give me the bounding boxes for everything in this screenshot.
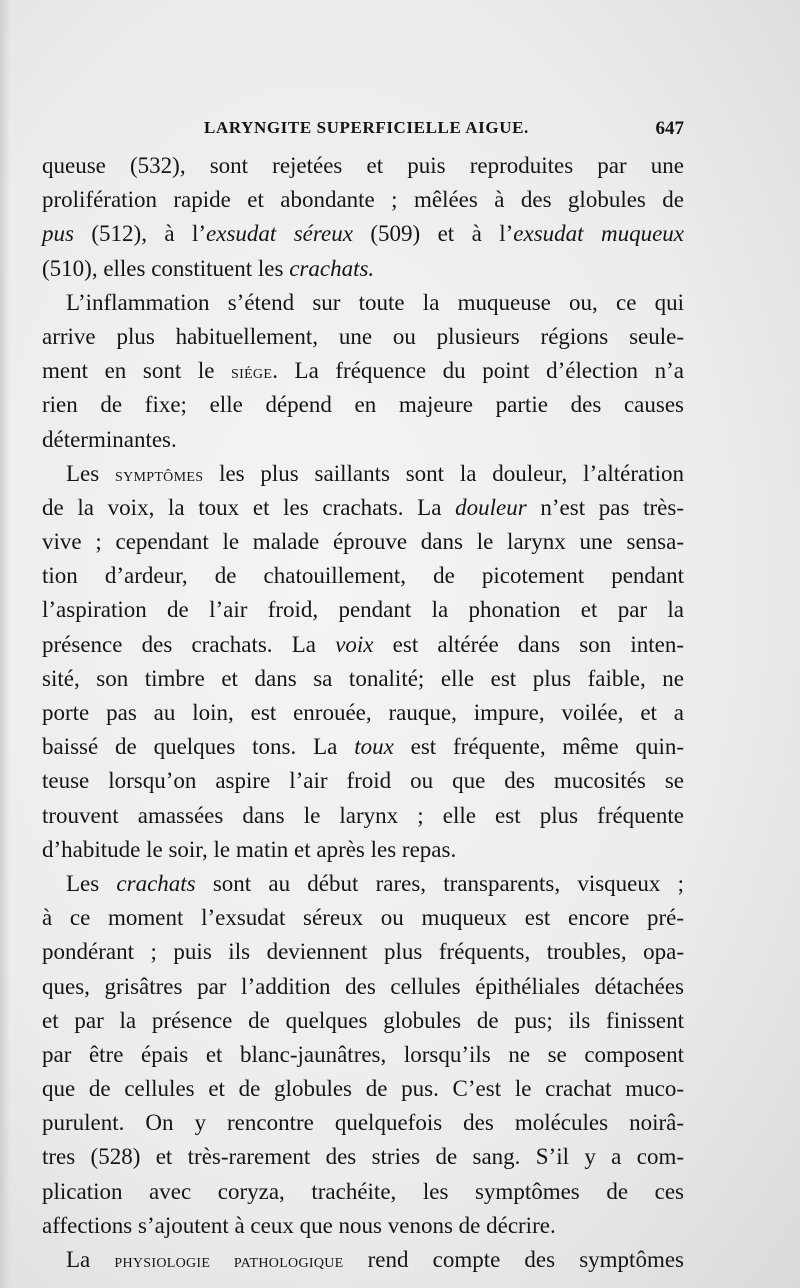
- text-segment: que de cellules et de globules de pus. C’est le crachat muco-: [42, 1076, 684, 1102]
- body-text: [42, 149, 684, 1277]
- text-segment: tres (528) et très-rarement des stries de sang. S’il y a com-: [42, 1144, 684, 1170]
- text-segment: affections s’ajoutent à ceux que nous venons de décrire.: [42, 1212, 556, 1238]
- text-segment: est altérée dans son inten-: [373, 631, 684, 657]
- text-line: [42, 1140, 684, 1174]
- text-segment: pondérant ; puis ils deviennent plus fréquents, troubles, opa-: [42, 939, 684, 965]
- text-line: [42, 252, 684, 286]
- text-line: [42, 559, 684, 593]
- text-line: [42, 354, 684, 388]
- text-segment: est fréquente, même quin-: [393, 734, 684, 760]
- small-caps-text: symptômes: [115, 463, 204, 486]
- text-line: [42, 457, 684, 491]
- text-segment: les plus saillants sont la douleur, l’altération: [203, 460, 684, 486]
- text-segment: (509) et à l’: [352, 221, 514, 247]
- italic-text: voix: [335, 631, 374, 657]
- text-segment: Les: [66, 870, 117, 896]
- text-line: [42, 833, 684, 867]
- text-segment: Les: [66, 460, 115, 486]
- page-number: 647: [655, 118, 684, 139]
- italic-text: toux: [354, 734, 394, 760]
- text-line: [42, 388, 684, 422]
- text-segment: prolifération rapide et abondante ; mêlées à des globules de: [42, 187, 684, 213]
- text-segment: queuse (532), sont rejetées et puis reproduites par une: [42, 153, 684, 178]
- text-segment: rend compte des symptômes: [343, 1247, 684, 1272]
- text-line: [42, 1004, 684, 1038]
- text-line: [42, 1209, 684, 1243]
- text-segment: tion d’ardeur, de chatouillement, de picotement pendant: [42, 563, 684, 589]
- text-segment: (510), elles constituent les: [42, 255, 290, 281]
- small-caps-text: siége: [231, 361, 273, 384]
- text-segment: purulent. On y rencontre quelquefois des molécules noirâ-: [42, 1110, 684, 1136]
- text-line: [42, 867, 684, 901]
- text-line: [42, 764, 684, 798]
- text-segment: teuse lorsqu’on aspire l’air froid ou que des mucosités se: [42, 768, 684, 794]
- text-segment: sont au début rares, transparents, visqueux ;: [195, 870, 684, 896]
- text-segment: à ce moment l’exsudat séreux ou muqueux est encore pré-: [42, 905, 684, 931]
- text-segment: plication avec coryza, trachéite, les symptômes de ces: [42, 1178, 684, 1204]
- text-line: [42, 1175, 684, 1209]
- text-line: [42, 593, 684, 627]
- text-line: [42, 525, 684, 559]
- text-line: [42, 320, 684, 354]
- text-line: [42, 730, 684, 764]
- text-segment: l’aspiration de l’air froid, pendant la phonation et par la: [42, 597, 684, 623]
- text-segment: n’est pas très-: [526, 494, 684, 520]
- text-line: [42, 901, 684, 935]
- text-line: [42, 696, 684, 730]
- text-segment: déterminantes.: [42, 426, 177, 452]
- italic-text: crachats: [116, 870, 196, 896]
- text-segment: par être épais et blanc-jaunâtres, lorsqu’ils ne se composent: [42, 1041, 684, 1067]
- text-line: [42, 970, 684, 1004]
- text-line: [42, 1243, 684, 1277]
- text-segment: ques, grisâtres par l’addition des cellules épithéliales détachées: [42, 973, 684, 999]
- text-line: [42, 183, 684, 217]
- italic-text: crachats.: [289, 255, 375, 281]
- italic-text: exsudat muqueux: [513, 221, 684, 247]
- text-line: [42, 217, 684, 251]
- text-line: [42, 491, 684, 525]
- text-segment: de la voix, la toux et les crachats. La: [42, 494, 456, 520]
- text-line: [42, 1072, 684, 1106]
- text-segment: porte pas au loin, est enrouée, rauque, impure, voilée, et a: [42, 700, 684, 725]
- text-segment: d’habitude le soir, le matin et après les repas.: [42, 836, 457, 862]
- page-edge-shadow: [0, 0, 10, 1288]
- text-segment: arrive plus habituellement, une ou plusieurs régions seule-: [42, 323, 684, 349]
- running-header: [42, 118, 684, 142]
- text-line: [42, 149, 684, 183]
- running-title: LARYNGITE SUPERFICIELLE AIGUE.: [204, 118, 529, 137]
- italic-text: pus: [42, 221, 74, 247]
- text-segment: . La fréquence du point d’élection n’a: [272, 358, 685, 384]
- text-line: [42, 662, 684, 696]
- small-caps-text: physiologie pathologique: [114, 1250, 344, 1272]
- text-segment: ment en sont le: [42, 358, 232, 384]
- text-line: [42, 799, 684, 833]
- text-segment: rien de fixe; elle dépend en majeure partie des causes: [42, 392, 684, 418]
- italic-text: exsudat séreux: [206, 221, 353, 247]
- text-segment: (512), à l’: [73, 221, 207, 247]
- italic-text: douleur: [455, 494, 527, 520]
- text-segment: et par la présence de quelques globules de pus; ils finissent: [42, 1007, 684, 1033]
- text-line: [42, 286, 684, 320]
- text-line: [42, 628, 684, 662]
- text-line: [42, 1038, 684, 1072]
- text-segment: baissé de quelques tons. La: [42, 734, 355, 760]
- text-segment: présence des crachats. La: [42, 631, 336, 657]
- text-line: [42, 423, 684, 457]
- text-line: [42, 1106, 684, 1140]
- text-segment: trouvent amassées dans le larynx ; elle est plus fréquente: [42, 802, 684, 828]
- text-segment: sité, son timbre et dans sa tonalité; elle est plus faible, ne: [42, 665, 684, 691]
- text-line: [42, 935, 684, 969]
- text-segment: vive ; cependant le malade éprouve dans le larynx une sensa-: [42, 529, 684, 555]
- text-segment: L’inflammation s’étend sur toute la muqueuse ou, ce qui: [66, 289, 684, 315]
- text-segment: La: [66, 1247, 115, 1272]
